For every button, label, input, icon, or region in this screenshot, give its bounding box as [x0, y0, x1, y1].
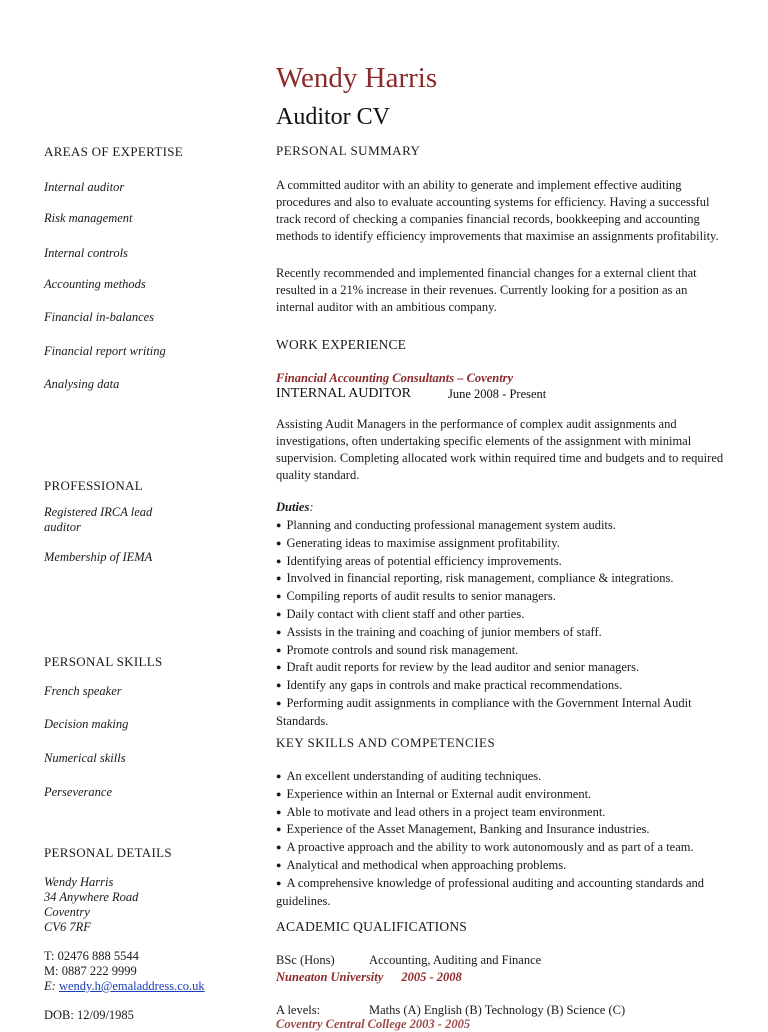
expertise-item: Internal controls — [44, 246, 128, 260]
key-skill-item: ● Experience of the Asset Management, Banking and Insurance industries. — [276, 821, 726, 839]
work-experience-heading: WORK EXPERIENCE — [276, 337, 407, 352]
duty-item: ● Daily contact with client staff and other parties. — [276, 606, 726, 624]
summary-heading: PERSONAL SUMMARY — [276, 143, 421, 158]
summary-paragraph: Recently recommended and implemented financial changes for a external client that resulted in a 21% increase in their revenues. Currently looking for a position as an internal auditor with an ambitious company. — [276, 266, 697, 314]
duty-item: ● Generating ideas to maximise assignment profitability. — [276, 535, 726, 553]
key-skill-item: ● A comprehensive knowledge of professional auditing and accounting standards and guidelines. — [276, 875, 726, 910]
details-email-row — [44, 979, 205, 994]
duty-item: ● Performing audit assignments in compliance with the Government Internal Audit Standards. — [276, 695, 726, 730]
expertise-item: Financial in-balances — [44, 310, 155, 324]
employer-name: Financial Accounting Consultants – Coventry — [276, 371, 514, 385]
expertise-item: Internal auditor — [44, 180, 125, 194]
email-label: E: — [44, 979, 59, 993]
details-postcode: CV6 7RF — [44, 920, 91, 934]
details-address: 34 Anywhere Road — [44, 890, 139, 904]
degree-subject: Accounting, Auditing and Finance — [369, 953, 542, 967]
personal-skill-item: Perseverance — [44, 785, 113, 799]
duty-item: ● Promote controls and sound risk management. — [276, 642, 726, 660]
details-name: Wendy Harris — [44, 875, 114, 889]
expertise-item: Accounting methods — [44, 277, 146, 291]
duty-item: ● Identifying areas of potential efficiency improvements. — [276, 553, 726, 571]
details-city: Coventry — [44, 905, 90, 919]
details-mobile: M: 0887 222 9999 — [44, 964, 137, 978]
expertise-item: Risk management — [44, 211, 133, 225]
personal-details-heading: PERSONAL DETAILS — [44, 845, 172, 860]
duties-list — [276, 517, 726, 730]
summary-paragraph: A committed auditor with an ability to generate and implement effective auditing procedures and also to evaluate accounting systems for efficiency. Having a successful track record of checking a companies financial records, bookkeeping and accounting methods to identify efficiency improvements that maximise an assignments profitability. — [276, 178, 719, 243]
duty-item: ● Planning and conducting professional management system audits. — [276, 517, 726, 535]
key-skill-item: ● Analytical and methodical when approaching problems. — [276, 857, 726, 875]
academic-heading: ACADEMIC QUALIFICATIONS — [276, 919, 467, 934]
university-name: Nuneaton University — [276, 970, 384, 984]
a-levels-subjects: Maths (A) English (B) Technology (B) Science (C) — [369, 1003, 626, 1017]
key-skill-item: ● Experience within an Internal or External audit environment. — [276, 786, 726, 804]
university-row — [276, 970, 462, 985]
key-skill-item: ● Able to motivate and lead others in a project team environment. — [276, 804, 726, 822]
degree-row — [276, 953, 542, 968]
key-skills-list — [276, 768, 726, 909]
professional-item: Membership of IEMA — [44, 550, 153, 564]
personal-skill-item: Decision making — [44, 717, 129, 731]
email-link[interactable]: wendy.h@emaladdress.co.uk — [58, 979, 205, 993]
professional-item: Registered IRCA lead auditor — [44, 505, 153, 534]
personal-skill-item: French speaker — [44, 684, 122, 698]
duties-label-text: Duties — [276, 500, 310, 514]
key-skills-heading: KEY SKILLS AND COMPETENCIES — [276, 735, 496, 750]
cv-title: Auditor CV — [276, 104, 390, 130]
job-description: Assisting Audit Managers in the performance of complex audit assignments and investigations, often undertaking specific elements of the assignment with minimal supervision. Completing allocated work within required time and budgets and to required quality standard. — [276, 417, 724, 482]
duty-item: ● Draft audit reports for review by the lead auditor and senior managers. — [276, 659, 726, 677]
personal-skill-item: Numerical skills — [44, 751, 126, 765]
details-telephone: T: 02476 888 5544 — [44, 949, 139, 963]
a-levels-row — [276, 1003, 626, 1018]
key-skill-item: ● An excellent understanding of auditing techniques. — [276, 768, 726, 786]
a-levels-label: A levels: — [276, 1003, 321, 1017]
details-dob: DOB: 12/09/1985 — [44, 1008, 134, 1022]
candidate-name: Wendy Harris — [276, 62, 438, 94]
personal-skills-heading: PERSONAL SKILLS — [44, 654, 163, 669]
expertise-item: Analysing data — [44, 377, 120, 391]
duties-label — [276, 500, 314, 515]
duties-label-colon: : — [309, 500, 314, 514]
duty-item: ● Identify any gaps in controls and make practical recommendations. — [276, 677, 726, 695]
degree-name: BSc (Hons) — [276, 953, 335, 967]
university-years: 2005 - 2008 — [401, 970, 462, 984]
expertise-heading: AREAS OF EXPERTISE — [44, 144, 183, 159]
job-role: INTERNAL AUDITOR — [276, 386, 411, 401]
duty-item: ● Involved in financial reporting, risk management, compliance & integrations. — [276, 570, 726, 588]
key-skill-item: ● A proactive approach and the ability to work autonomously and as part of a team. — [276, 839, 726, 857]
professional-heading: PROFESSIONAL — [44, 478, 143, 493]
expertise-item: Financial report writing — [44, 344, 166, 358]
duty-item: ● Compiling reports of audit results to senior managers. — [276, 588, 726, 606]
duty-item: ● Assists in the training and coaching of junior members of staff. — [276, 624, 726, 642]
job-dates: June 2008 - Present — [448, 387, 547, 401]
college-row-clipped: Coventry Central College 2003 - 2005 — [276, 1017, 471, 1031]
